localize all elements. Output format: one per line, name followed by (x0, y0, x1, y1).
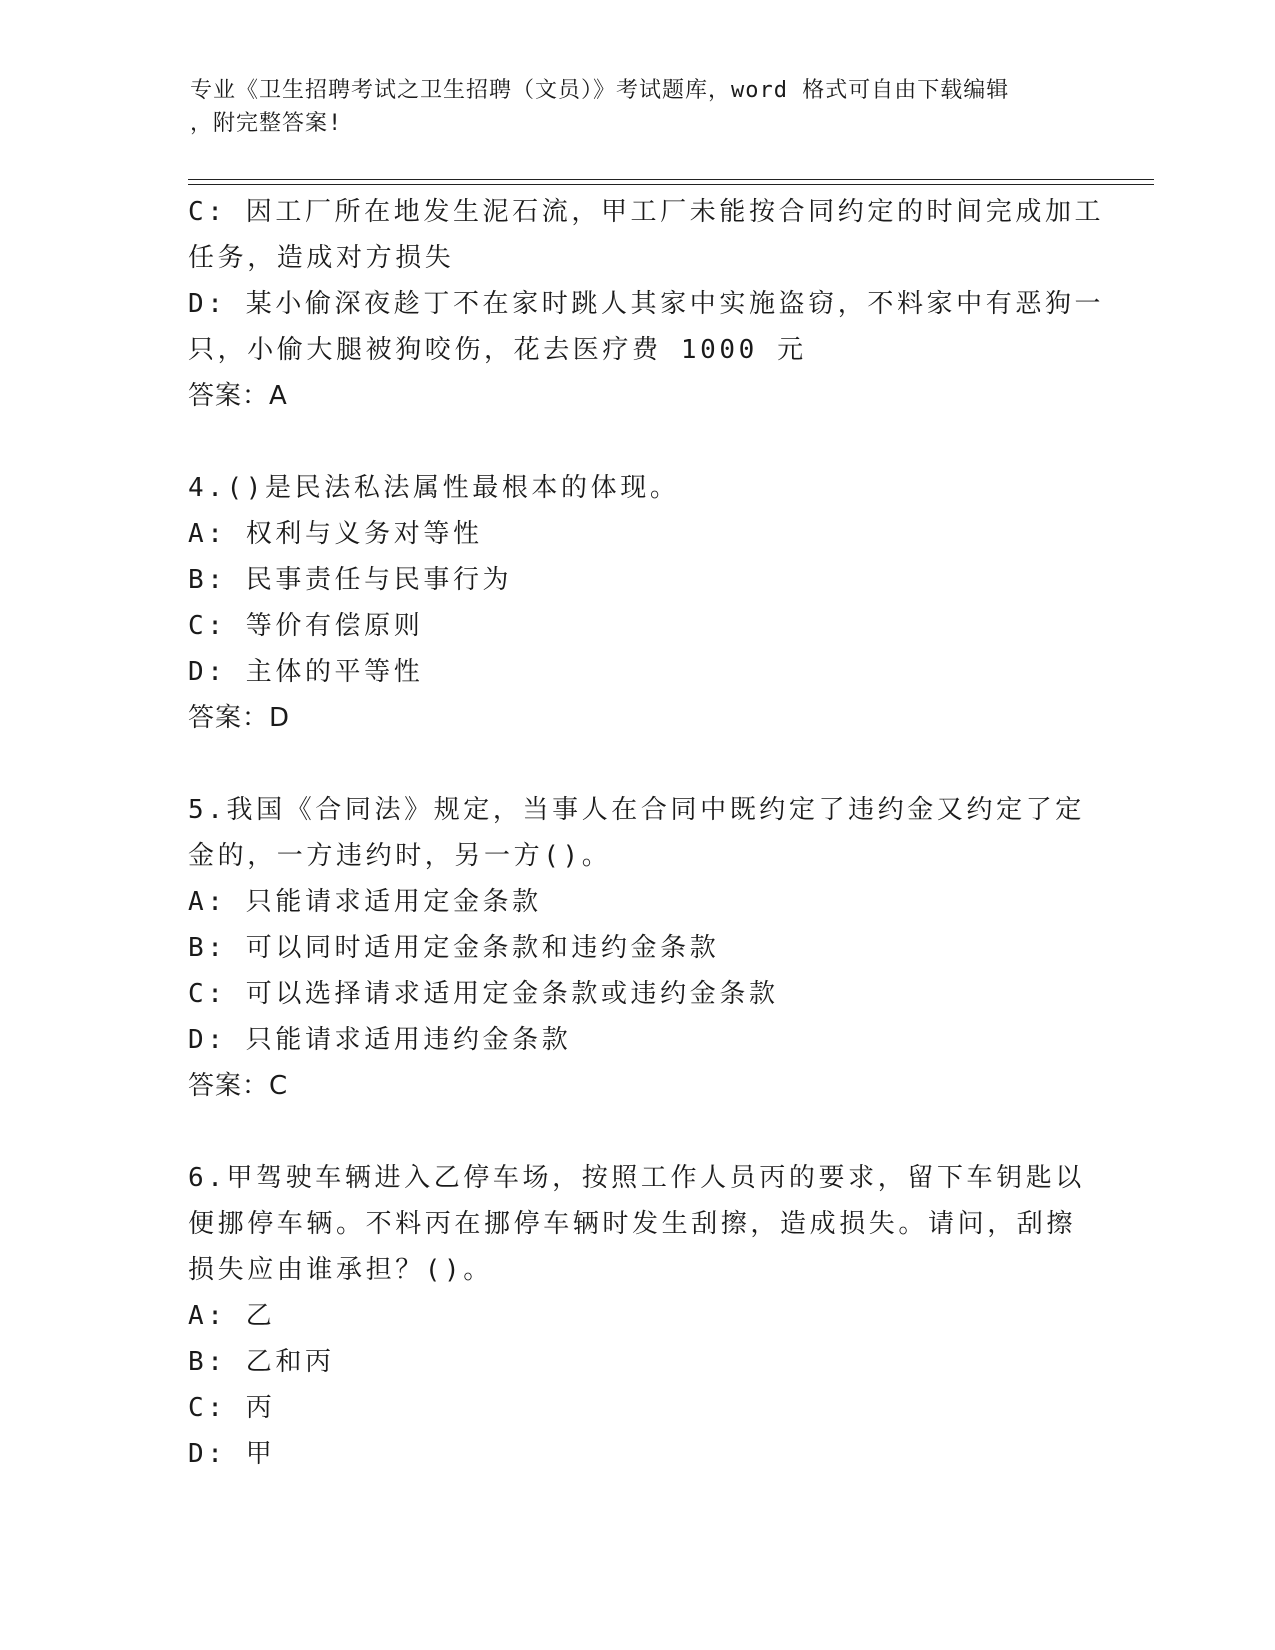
document-header (190, 74, 1090, 140)
spacer (188, 741, 1088, 787)
answer-q4: 答案：D (188, 703, 291, 733)
header-divider-top (188, 179, 1154, 180)
question-stem-line2: 便挪停车辆。不料丙在挪停车辆时发生刮擦，造成损失。请问，刮擦 (188, 1209, 1077, 1239)
question-6 (188, 1155, 1088, 1477)
option-a: A: 乙 (188, 1301, 276, 1331)
option-c: C: 丙 (188, 1393, 276, 1423)
option-c-line2: 任务，造成对方损失 (188, 243, 455, 273)
option-a: A: 只能请求适用定金条款 (188, 887, 542, 917)
question-4 (188, 465, 1088, 741)
option-d: D: 甲 (188, 1439, 276, 1469)
question-stem-line2: 金的，一方违约时，另一方()。 (188, 841, 612, 871)
option-c: C: 可以选择请求适用定金条款或违约金条款 (188, 979, 779, 1009)
option-a: A: 权利与义务对等性 (188, 519, 483, 549)
option-b: B: 民事责任与民事行为 (188, 565, 513, 595)
header-title-line1: 专业《卫生招聘考试之卫生招聘（文员）》考试题库，word 格式可自由下载编辑 (190, 78, 1010, 103)
spacer (188, 1109, 1088, 1155)
answer-q3: 答案：A (188, 381, 288, 411)
option-c-line1: C: 因工厂所在地发生泥石流，甲工厂未能按合同约定的时间完成加工 (188, 197, 1105, 227)
spacer (188, 419, 1088, 465)
question-list (188, 189, 1105, 1477)
option-d: D: 只能请求适用违约金条款 (188, 1025, 572, 1055)
header-divider-bottom (188, 184, 1154, 185)
question-stem-line3: 损失应由谁承担？()。 (188, 1255, 493, 1285)
question-3-continued (188, 189, 1105, 419)
question-stem: 4.()是民法私法属性最根本的体现。 (188, 473, 680, 503)
option-d-line1: D: 某小偷深夜趁丁不在家时跳人其家中实施盗窃，不料家中有恶狗一 (188, 289, 1105, 319)
option-b: B: 可以同时适用定金条款和违约金条款 (188, 933, 720, 963)
option-d-line2: 只，小偷大腿被狗咬伤，花去医疗费 1000 元 (188, 335, 807, 365)
option-c: C: 等价有偿原则 (188, 611, 424, 641)
question-stem-line1: 5.我国《合同法》规定，当事人在合同中既约定了违约金又约定了定 (188, 795, 1085, 825)
option-b: B: 乙和丙 (188, 1347, 335, 1377)
question-stem-line1: 6.甲驾驶车辆进入乙停车场，按照工作人员丙的要求，留下车钥匙以 (188, 1163, 1085, 1193)
header-title-line2: ，附完整答案! (190, 111, 343, 136)
answer-q5: 答案：C (188, 1071, 289, 1101)
option-d: D: 主体的平等性 (188, 657, 424, 687)
question-5 (188, 787, 1088, 1109)
